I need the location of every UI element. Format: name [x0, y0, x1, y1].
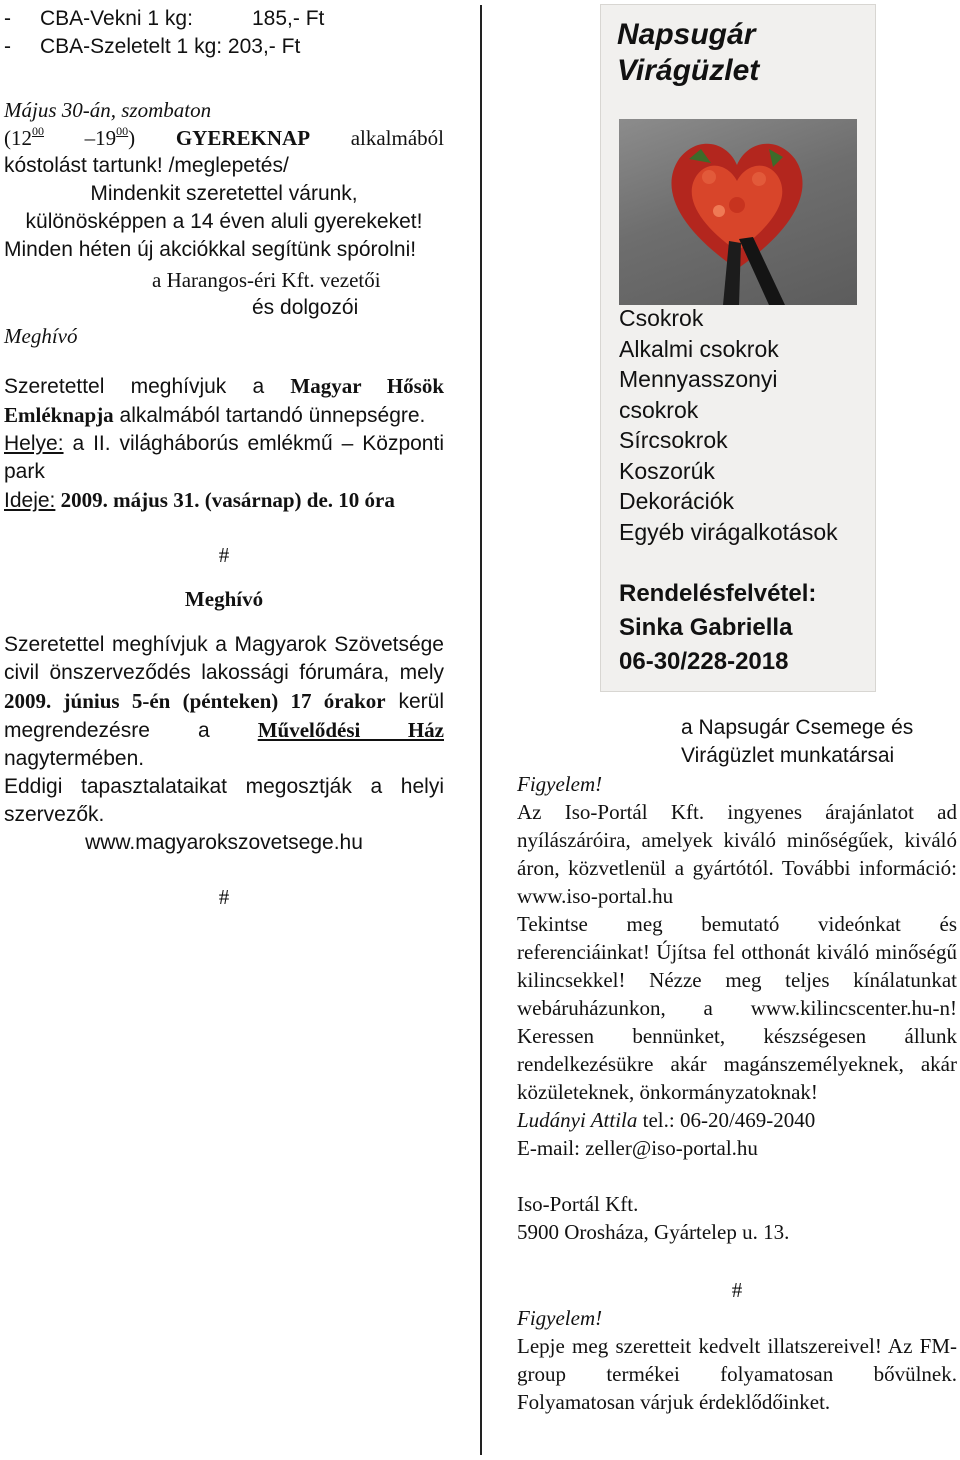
left-column	[4, 5, 444, 911]
column-divider	[480, 5, 482, 1455]
childday-notice	[4, 96, 444, 322]
contact-tel: tel.: 06-20/469-2040	[637, 1108, 816, 1132]
iso-email[interactable]: E-mail: zeller@iso-portal.hu	[517, 1136, 758, 1160]
invite-text-c: alkalmából tartandó ünnepségre.	[113, 404, 426, 427]
flower-shop-ad	[600, 4, 876, 692]
forum-text-b: 2009. június 5-én (pénteken) 17 órakor	[4, 689, 386, 713]
forum-heading: Meghívó	[184, 587, 264, 611]
ad-title	[617, 17, 759, 89]
order-label: Rendelésfelvétel:	[619, 580, 817, 607]
product-price: 185,- Ft	[252, 7, 325, 30]
time-label: Ideje:	[4, 489, 56, 512]
fm-heading: Figyelem!	[517, 1306, 603, 1330]
time-text: 2009. május 31. (vasárnap) de. 10 óra	[55, 488, 395, 512]
separator: #	[218, 543, 230, 567]
childday-line5: különösképpen a 14 éven aluli gyerekeket!	[25, 210, 423, 233]
flower-sign-1: a Napsugár Csemege és	[681, 716, 914, 739]
order-phone: 06-30/228-2018	[619, 648, 789, 675]
fm-text: Lepje meg szeretteit kedvelt illatszereivel! Az FM-group termékei folyamatosan bővülnek. Folyamatosan várjuk érdeklődőinket.	[517, 1334, 957, 1414]
childday-line4: Mindenkit szeretettel várunk,	[90, 182, 358, 205]
price-item	[4, 33, 444, 61]
forum-text	[4, 631, 444, 773]
iso-address: 5900 Orosháza, Gyártelep u. 13.	[517, 1220, 790, 1244]
bullet-dash: -	[4, 35, 11, 58]
time-close: )	[128, 126, 136, 150]
time-mid: –19	[84, 126, 117, 150]
invite-text-a: Szeretettel meghívjuk a	[4, 375, 291, 398]
forum-text-d: Művelődési Ház	[257, 718, 444, 742]
iso-text-1: Az Iso-Portál Kft. ingyenes árajánlatot ad nyílászáróira, amelyek kiváló minőségűek, kiváló áron, közvetlenül a gyártótól. További információ: www.iso-portal.hu	[517, 800, 957, 908]
invite-time	[4, 486, 444, 515]
separator: #	[731, 1278, 743, 1302]
iso-notice	[517, 770, 957, 1246]
time-sup-1: 00	[32, 124, 44, 138]
childday-line6: Minden héten új akciókkal segítünk spórolni!	[4, 238, 417, 261]
forum-url[interactable]: www.magyarokszovetsege.hu	[85, 831, 363, 854]
ad-item: Egyéb virágalkotások	[619, 518, 838, 545]
forum-text-a: Szeretettel meghívjuk a Magyarok Szövetsége civil önszerveződés lakossági fórumára, mely	[4, 633, 444, 684]
forum-text-2: Eddigi tapasztalataikat megosztják a helyi szervezők.	[4, 775, 444, 826]
separator: #	[218, 885, 230, 909]
ad-item: Koszorúk	[619, 457, 715, 484]
price-item	[4, 5, 444, 33]
place-text: a II. világháborús emlékmű – Központi park	[4, 432, 444, 483]
ad-item: Alkalmi csokrok	[619, 335, 779, 362]
right-column	[517, 714, 957, 1416]
forum-text-c: kerül megrendezésre a	[4, 690, 444, 742]
occasion: alkalmából	[350, 126, 445, 150]
contact-name: Ludányi Attila	[517, 1108, 638, 1132]
order-name: Sinka Gabriella	[619, 614, 793, 641]
price-list	[4, 5, 444, 61]
ad-item: Mennyasszonyi	[619, 366, 778, 392]
bullet-dash: -	[4, 7, 11, 30]
ad-order-info	[619, 577, 816, 679]
invite-text	[4, 372, 444, 430]
childday-time-line	[4, 124, 444, 152]
childday-line3: kóstolást tartunk! /meglepetés/	[4, 154, 289, 177]
iso-heading: Figyelem!	[517, 772, 603, 796]
time-sup-2: 00	[116, 124, 129, 138]
heart-wreath-icon	[619, 119, 857, 305]
invite-heading: Meghívó	[4, 324, 78, 348]
invite-text-b: Magyar Hősök Emléknapja	[4, 374, 444, 427]
ad-title-line2: Virágüzlet	[617, 54, 760, 87]
ad-services-list	[619, 303, 838, 547]
time-open: (12	[4, 126, 32, 150]
iso-company: Iso-Portál Kft.	[517, 1192, 639, 1216]
childday-date: Május 30-án, szombaton	[4, 98, 212, 122]
fm-notice	[517, 1304, 957, 1416]
product-name: CBA-Vekni 1 kg:	[40, 7, 193, 30]
iso-text-2: Tekintse meg bemutató videónkat és referenciáinkat! Újítsa fel otthonát kiváló minőségű kilincsekkel! Nézze meg teljes kínálatunkat webáruházunkon, a www.kilincscenter.hu-n! Keressen bennünket, készségesen állunk rendelkezésükre akár magánszemélyeknek, akár közületeknek, önkormányzatoknak!	[517, 912, 957, 1104]
invite-forum	[4, 585, 444, 857]
ad-item: Csokrok	[619, 305, 704, 331]
forum-text-e: nagytermében.	[4, 747, 145, 770]
childday-sign2: és dolgozói	[252, 296, 359, 319]
ad-title-line1: Napsugár	[617, 18, 756, 51]
ad-item: Dekorációk	[619, 488, 735, 514]
wreath-photo	[619, 119, 857, 305]
ad-item: Sírcsokrok	[619, 427, 728, 453]
flower-sign-2: Virágüzlet munkatársai	[681, 744, 895, 767]
event-name: GYEREKNAP	[175, 126, 311, 150]
product-name: CBA-Szeletelt 1 kg: 203,- Ft	[40, 35, 301, 58]
iso-contact	[517, 1106, 957, 1134]
invite-heroes	[4, 322, 444, 515]
ad-item: csokrok	[619, 396, 699, 423]
place-label: Helye:	[4, 432, 64, 455]
invite-place	[4, 430, 444, 486]
childday-sign1: a Harangos-éri Kft. vezetői	[152, 268, 381, 292]
